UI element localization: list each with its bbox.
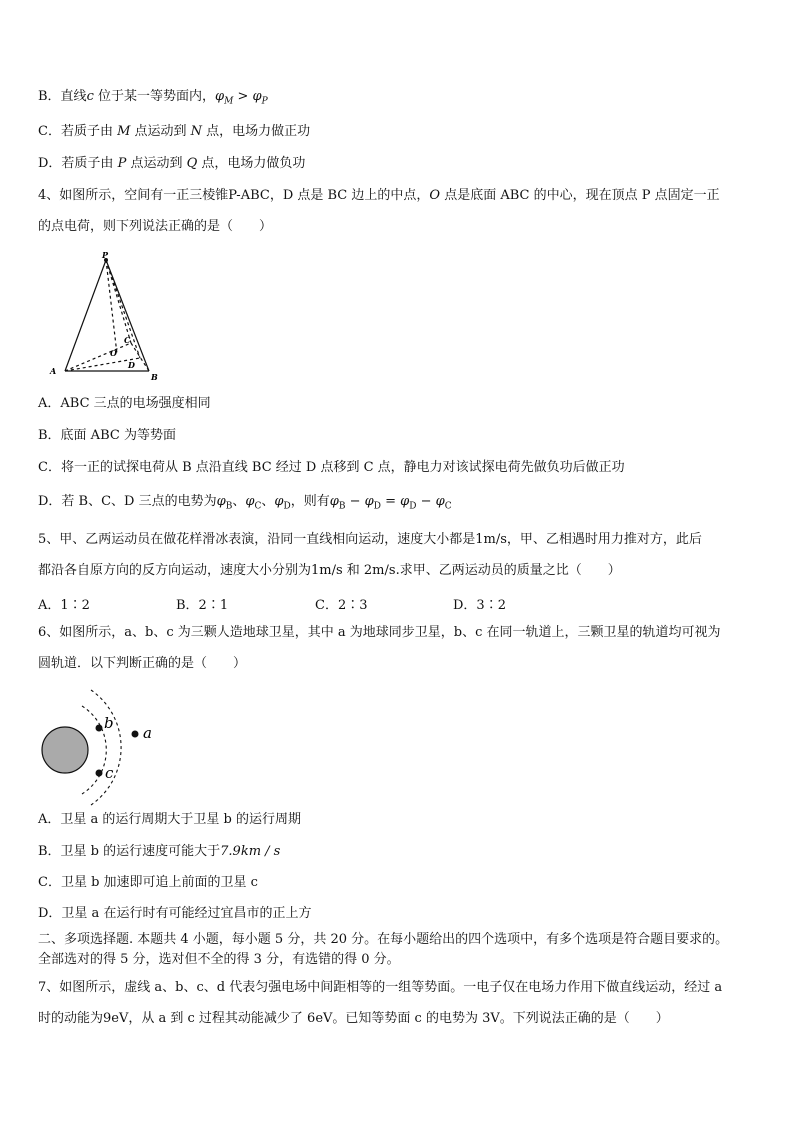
q4-stem1a: 4、如图所示，空间有一正三棱锥P-ABC，D 点是 BC 边上的中点， <box>38 188 430 203</box>
q5-stem-line1: 5、甲、乙两运动员在做花样滑冰表演，沿同一直线相向运动，速度大小都是1m/s，甲、乙相遇时用力推对方，此后 <box>38 532 702 547</box>
satellite-orbit-figure <box>38 686 178 806</box>
q7-stem-line2: 时的动能为9eV，从 a 到 c 过程其动能减少了 6eV。已知等势面 c 的电势为 3V。下列说法正确的是（ ） <box>38 1011 669 1026</box>
q3-b-sub-p: P <box>261 96 268 107</box>
q3-b-var: c <box>86 89 94 104</box>
q3-c-mid: 点运动到 <box>130 124 191 139</box>
q6-option-a: A．卫星 a 的运行周期大于卫星 b 的运行周期 <box>38 812 301 827</box>
q6-option-b <box>38 844 280 860</box>
q5-stem-line2: 都沿各自原方向的反方向运动，速度大小分别为1m/s 和 2m/s.求甲、乙两运动员的质量之比（ ） <box>38 563 621 578</box>
q4-d-phi-7: φ <box>435 494 445 509</box>
q4-d-sub-c1: C <box>254 501 262 512</box>
q3-b-gt: > <box>233 89 253 104</box>
q4-d-minus1: − <box>345 494 365 509</box>
q3-c-m: M <box>117 124 131 139</box>
pyramid-label-a: A <box>50 366 57 376</box>
q3-d-suffix: 点，电场力做负功 <box>197 156 306 171</box>
pyramid-label-c: C <box>124 335 131 345</box>
q3-d-p: P <box>117 156 127 171</box>
q5-option-a: A．1∶2 <box>38 598 90 613</box>
q4-d-sub-b2: B <box>338 501 346 512</box>
q5-option-d: D．3∶2 <box>453 598 506 613</box>
q6-b-speed: 7.9km / s <box>220 844 281 859</box>
q4-d-sub-d2: D <box>373 501 381 512</box>
satellite-label-a: a <box>143 724 152 742</box>
q6-option-d: D．卫星 a 在运行时有可能经过宜昌市的正上方 <box>38 906 312 921</box>
q3-b-sub-m: M <box>224 96 234 107</box>
q4-d-phi-4: φ <box>329 494 339 509</box>
q4-d-sub-b1: B <box>225 501 233 512</box>
q4-d-phi-2: φ <box>245 494 255 509</box>
q3-b-phi-m: φ <box>214 89 225 104</box>
q4-d-sep1: 、 <box>232 494 246 509</box>
q6-option-c: C．卫星 b 加速即可追上前面的卫星 c <box>38 875 258 890</box>
q6-b-prefix: B．卫星 b 的运行速度可能大于 <box>38 844 221 859</box>
q3-option-b <box>38 89 268 110</box>
q4-option-c: C．将一正的试探电荷从 B 点沿直线 BC 经过 D 点移到 C 点，静电力对该试探电荷先做负功后做正功 <box>38 460 625 475</box>
q4-option-d <box>38 494 452 515</box>
q3-b-phi-p: φ <box>252 89 262 104</box>
q4-d-mid: ，则有 <box>290 494 330 509</box>
q4-d-eq: = <box>380 494 401 509</box>
satellite-label-c: c <box>105 764 114 782</box>
q4-option-b: B．底面 ABC 为等势面 <box>38 428 176 443</box>
q5-option-b: B．2∶1 <box>176 598 229 613</box>
pyramid-label-p: P <box>102 250 109 260</box>
pyramid-label-d: D <box>128 360 135 370</box>
q4-d-sub-c2: C <box>444 501 452 512</box>
q4-stem-line2: 的点电荷，则下列说法正确的是（ ） <box>38 219 273 234</box>
earth-icon <box>42 727 88 773</box>
q3-c-prefix: C．若质子由 <box>38 124 118 139</box>
q3-d-q: Q <box>186 156 198 171</box>
q3-d-mid: 点运动到 <box>126 156 187 171</box>
q4-d-sub-d3: D <box>409 501 417 512</box>
q3-option-c <box>38 124 310 140</box>
pyramid-label-b: B <box>151 372 158 382</box>
q4-d-phi-5: φ <box>364 494 374 509</box>
pyramid-label-o: O <box>110 348 117 358</box>
q4-d-minus2: − <box>416 494 436 509</box>
q4-d-sub-d1: D <box>283 501 291 512</box>
q4-d-phi-1: φ <box>216 494 226 509</box>
q6-stem-line2: 圆轨道．以下判断正确的是（ ） <box>38 656 247 671</box>
q4-option-a: A．ABC 三点的电场强度相同 <box>38 396 211 411</box>
q3-b-mid: 位于某一等势面内， <box>93 89 215 104</box>
q5-option-c: C．2∶3 <box>315 598 368 613</box>
q4-d-prefix: D．若 B、C、D 三点的电势为 <box>38 494 217 509</box>
section2-heading-line2: 全部选对的得 5 分，选对但不全的得 3 分，有选错的得 0 分。 <box>38 952 400 967</box>
pyramid-figure <box>45 250 175 385</box>
q3-b-prefix: B．直线 <box>38 89 87 104</box>
q4-d-phi-3: φ <box>274 494 284 509</box>
q4-d-phi-6: φ <box>400 494 410 509</box>
q3-option-d <box>38 156 305 172</box>
section2-heading-line1: 二、多项选择题. 本题共 4 小题，每小题 5 分，共 20 分。在每小题给出的四个选项中，有多个选项是符合题目要求的。 <box>38 932 729 947</box>
satellite-label-b: b <box>104 714 114 732</box>
q6-stem-line1: 6、如图所示，a、b、c 为三颗人造地球卫星，其中 a 为地球同步卫星，b、c 在同一轨道上，三颗卫星的轨道均可视为 <box>38 625 721 640</box>
q4-o: O <box>429 188 441 203</box>
q4-d-sep2: 、 <box>261 494 275 509</box>
q3-d-prefix: D．若质子由 <box>38 156 118 171</box>
q7-stem-line1: 7、如图所示，虚线 a、b、c、d 代表匀强电场中间距相等的一组等势面。一电子仅在电场力作用下做直线运动，经过 a <box>38 980 723 995</box>
q4-stem1b: 点是底面 ABC 的中心，现在顶点 P 点固定一正 <box>440 188 720 203</box>
q3-c-n: N <box>190 124 203 139</box>
q3-c-suffix: 点，电场力做正功 <box>202 124 311 139</box>
q4-stem-line1 <box>38 188 720 204</box>
